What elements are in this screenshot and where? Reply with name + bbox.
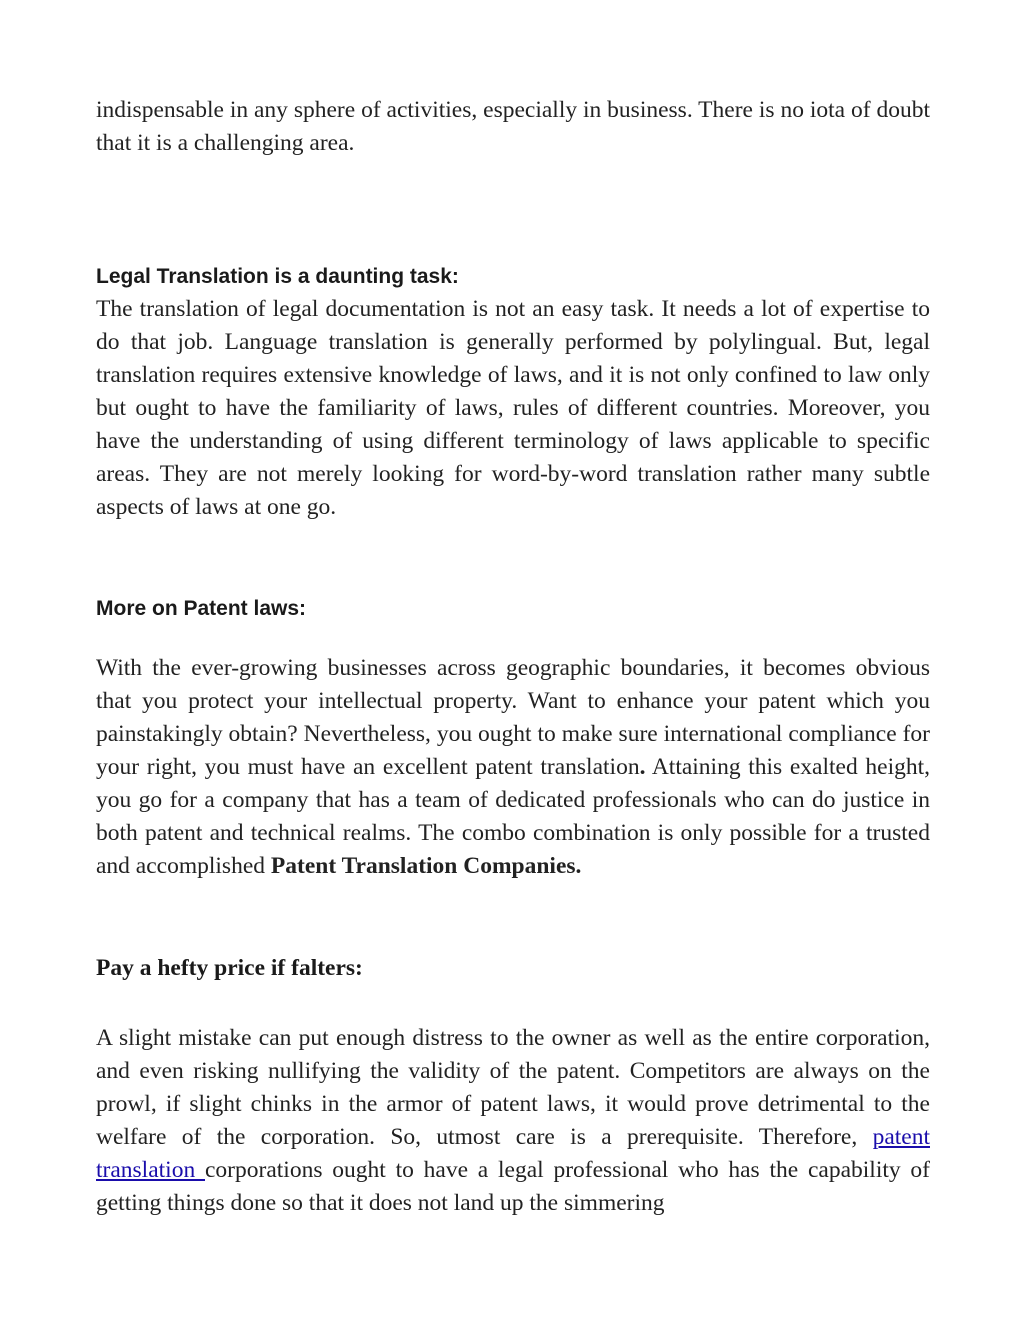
patent-paragraph-text-2: Attaining this exalted height, you go for a company that has a team of dedicated professionals who can do justice in both patent and technical realms. The combo combination is only possible for a trusted and accomplished bbox=[96, 754, 930, 879]
hefty-price-heading: Pay a hefty price if falters: bbox=[96, 955, 363, 981]
intro-paragraph: indispensable in any sphere of activities, especially in business. There is no iota of doubt that it is a challenging area. bbox=[96, 97, 930, 156]
price-paragraph-text-2: corporations ought to have a legal professional who has the capability of getting things done so that it does not land up the simmering bbox=[96, 1157, 930, 1216]
patent-translation-companies-bold: Patent Translation Companies. bbox=[270, 853, 582, 879]
legal-translation-paragraph: The translation of legal documentation is not an easy task. It needs a lot of expertise to do that job. Language translation is generally performed by polylingual. But, legal translation requires extensive knowledge of laws, and it is not only confined to law only but ought to have the familiarity of laws, rules of different countries. Moreover, you have the understanding of using different terminology of laws applicable to specific areas. They are not merely looking for word-by-word translation rather many subtle aspects of laws at one go. bbox=[96, 296, 930, 520]
price-paragraph-text-1: A slight mistake can put enough distress to the owner as well as the entire corporation, and even risking nullifying the validity of the patent. Competitors are always on the prowl, if slight chinks in the armor of patent laws, it would prove detrimental to the welfare of the corporation. So, utmost care is a prerequisite. Therefore, bbox=[96, 1025, 930, 1150]
patent-paragraph-text-1: With the ever-growing businesses across geographic boundaries, it becomes obvious that you protect your intellectual property. Want to enhance your patent which you painstakingly obtain? Nevertheless, you ought to make sure international compliance for your right, you must have an excellent patent translation bbox=[96, 655, 930, 780]
patent-paragraph-bold-period: . bbox=[639, 754, 646, 780]
hefty-price-paragraph bbox=[96, 1022, 930, 1220]
patent-translation-link[interactable]: patent translation bbox=[96, 1124, 930, 1183]
legal-translation-heading: Legal Translation is a daunting task: bbox=[96, 265, 459, 288]
patent-laws-heading: More on Patent laws: bbox=[96, 597, 307, 620]
patent-laws-paragraph bbox=[96, 652, 930, 883]
